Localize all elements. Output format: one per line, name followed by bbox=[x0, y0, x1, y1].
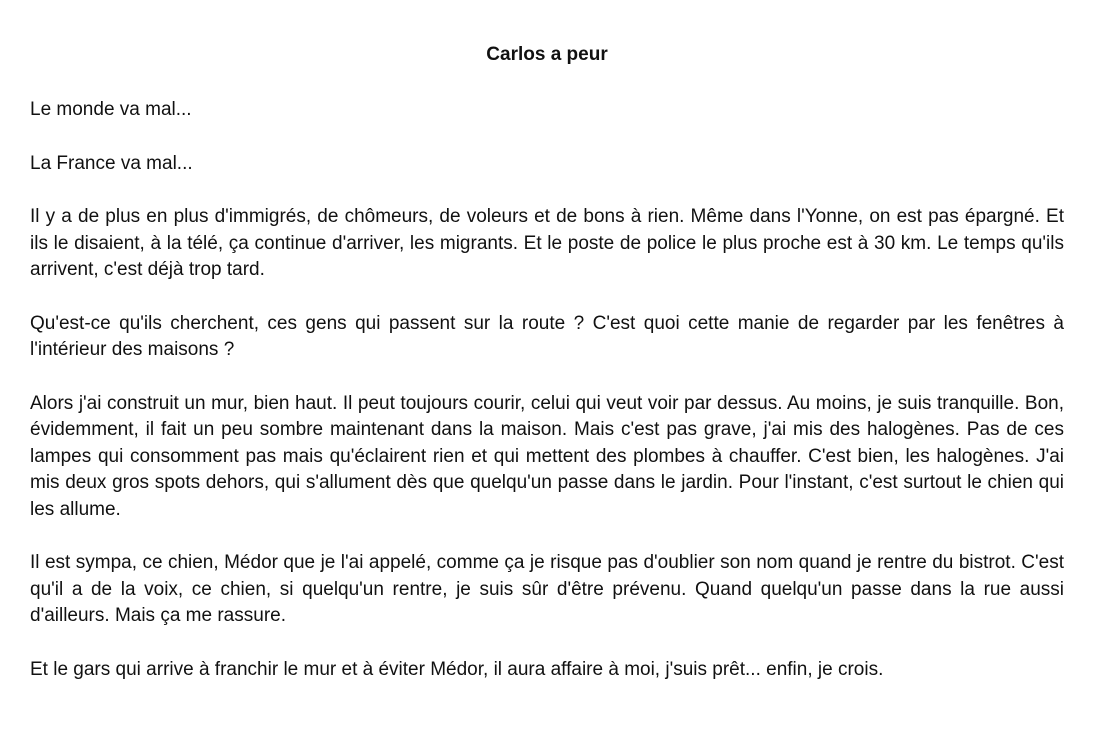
paragraph-5: Alors j'ai construit un mur, bien haut. Il peut toujours courir, celui qui veut voir par dessus. Au moins, je suis tranquille. Bon, évidemment, il fait un peu sombre maintenant dans la maison. Mais c'est pas grave, j'ai mis des halogènes. Pas de ces lampes qui consomment pas mais qu'éclairent rien et qui mettent des plombes à chauffer. C'est bien, les halogènes. J'ai mis deux gros spots dehors, qui s'allument dès que quelqu'un passe dans le jardin. Pour l'instant, c'est surtout le chien qui les allume. bbox=[30, 392, 1064, 520]
paragraph-3: Il y a de plus en plus d'immigrés, de chômeurs, de voleurs et de bons à rien. Même dans l'Yonne, on est pas épargné. Et ils le disaient, à la télé, ça continue d'arriver, les migrants. Et le poste de police le plus proche est à 30 km. Le temps qu'ils arrivent, c'est déjà trop tard. bbox=[30, 206, 1064, 280]
paragraph-6: Il est sympa, ce chien, Médor que je l'ai appelé, comme ça je risque pas d'oublier son nom quand je rentre du bistrot. C'est qu'il a de la voix, ce chien, si quelqu'un rentre, je suis sûr d'être prévenu. Quand quelqu'un passe dans la rue aussi d'ailleurs. Mais ça me rassure. bbox=[30, 552, 1064, 626]
paragraph-1: Le monde va mal... bbox=[30, 99, 192, 120]
paragraph-7: Et le gars qui arrive à franchir le mur et à éviter Médor, il aura affaire à moi, j'suis prêt... enfin, je crois. bbox=[30, 658, 884, 680]
document-page bbox=[30, 40, 1064, 710]
paragraph-4: Qu'est-ce qu'ils cherchent, ces gens qui passent sur la route ? C'est quoi cette manie de regarder par les fenêtres à l'intérieur des maisons ? bbox=[30, 312, 1064, 360]
document-title: Carlos a peur bbox=[486, 44, 608, 65]
paragraph-2: La France va mal... bbox=[30, 152, 193, 174]
